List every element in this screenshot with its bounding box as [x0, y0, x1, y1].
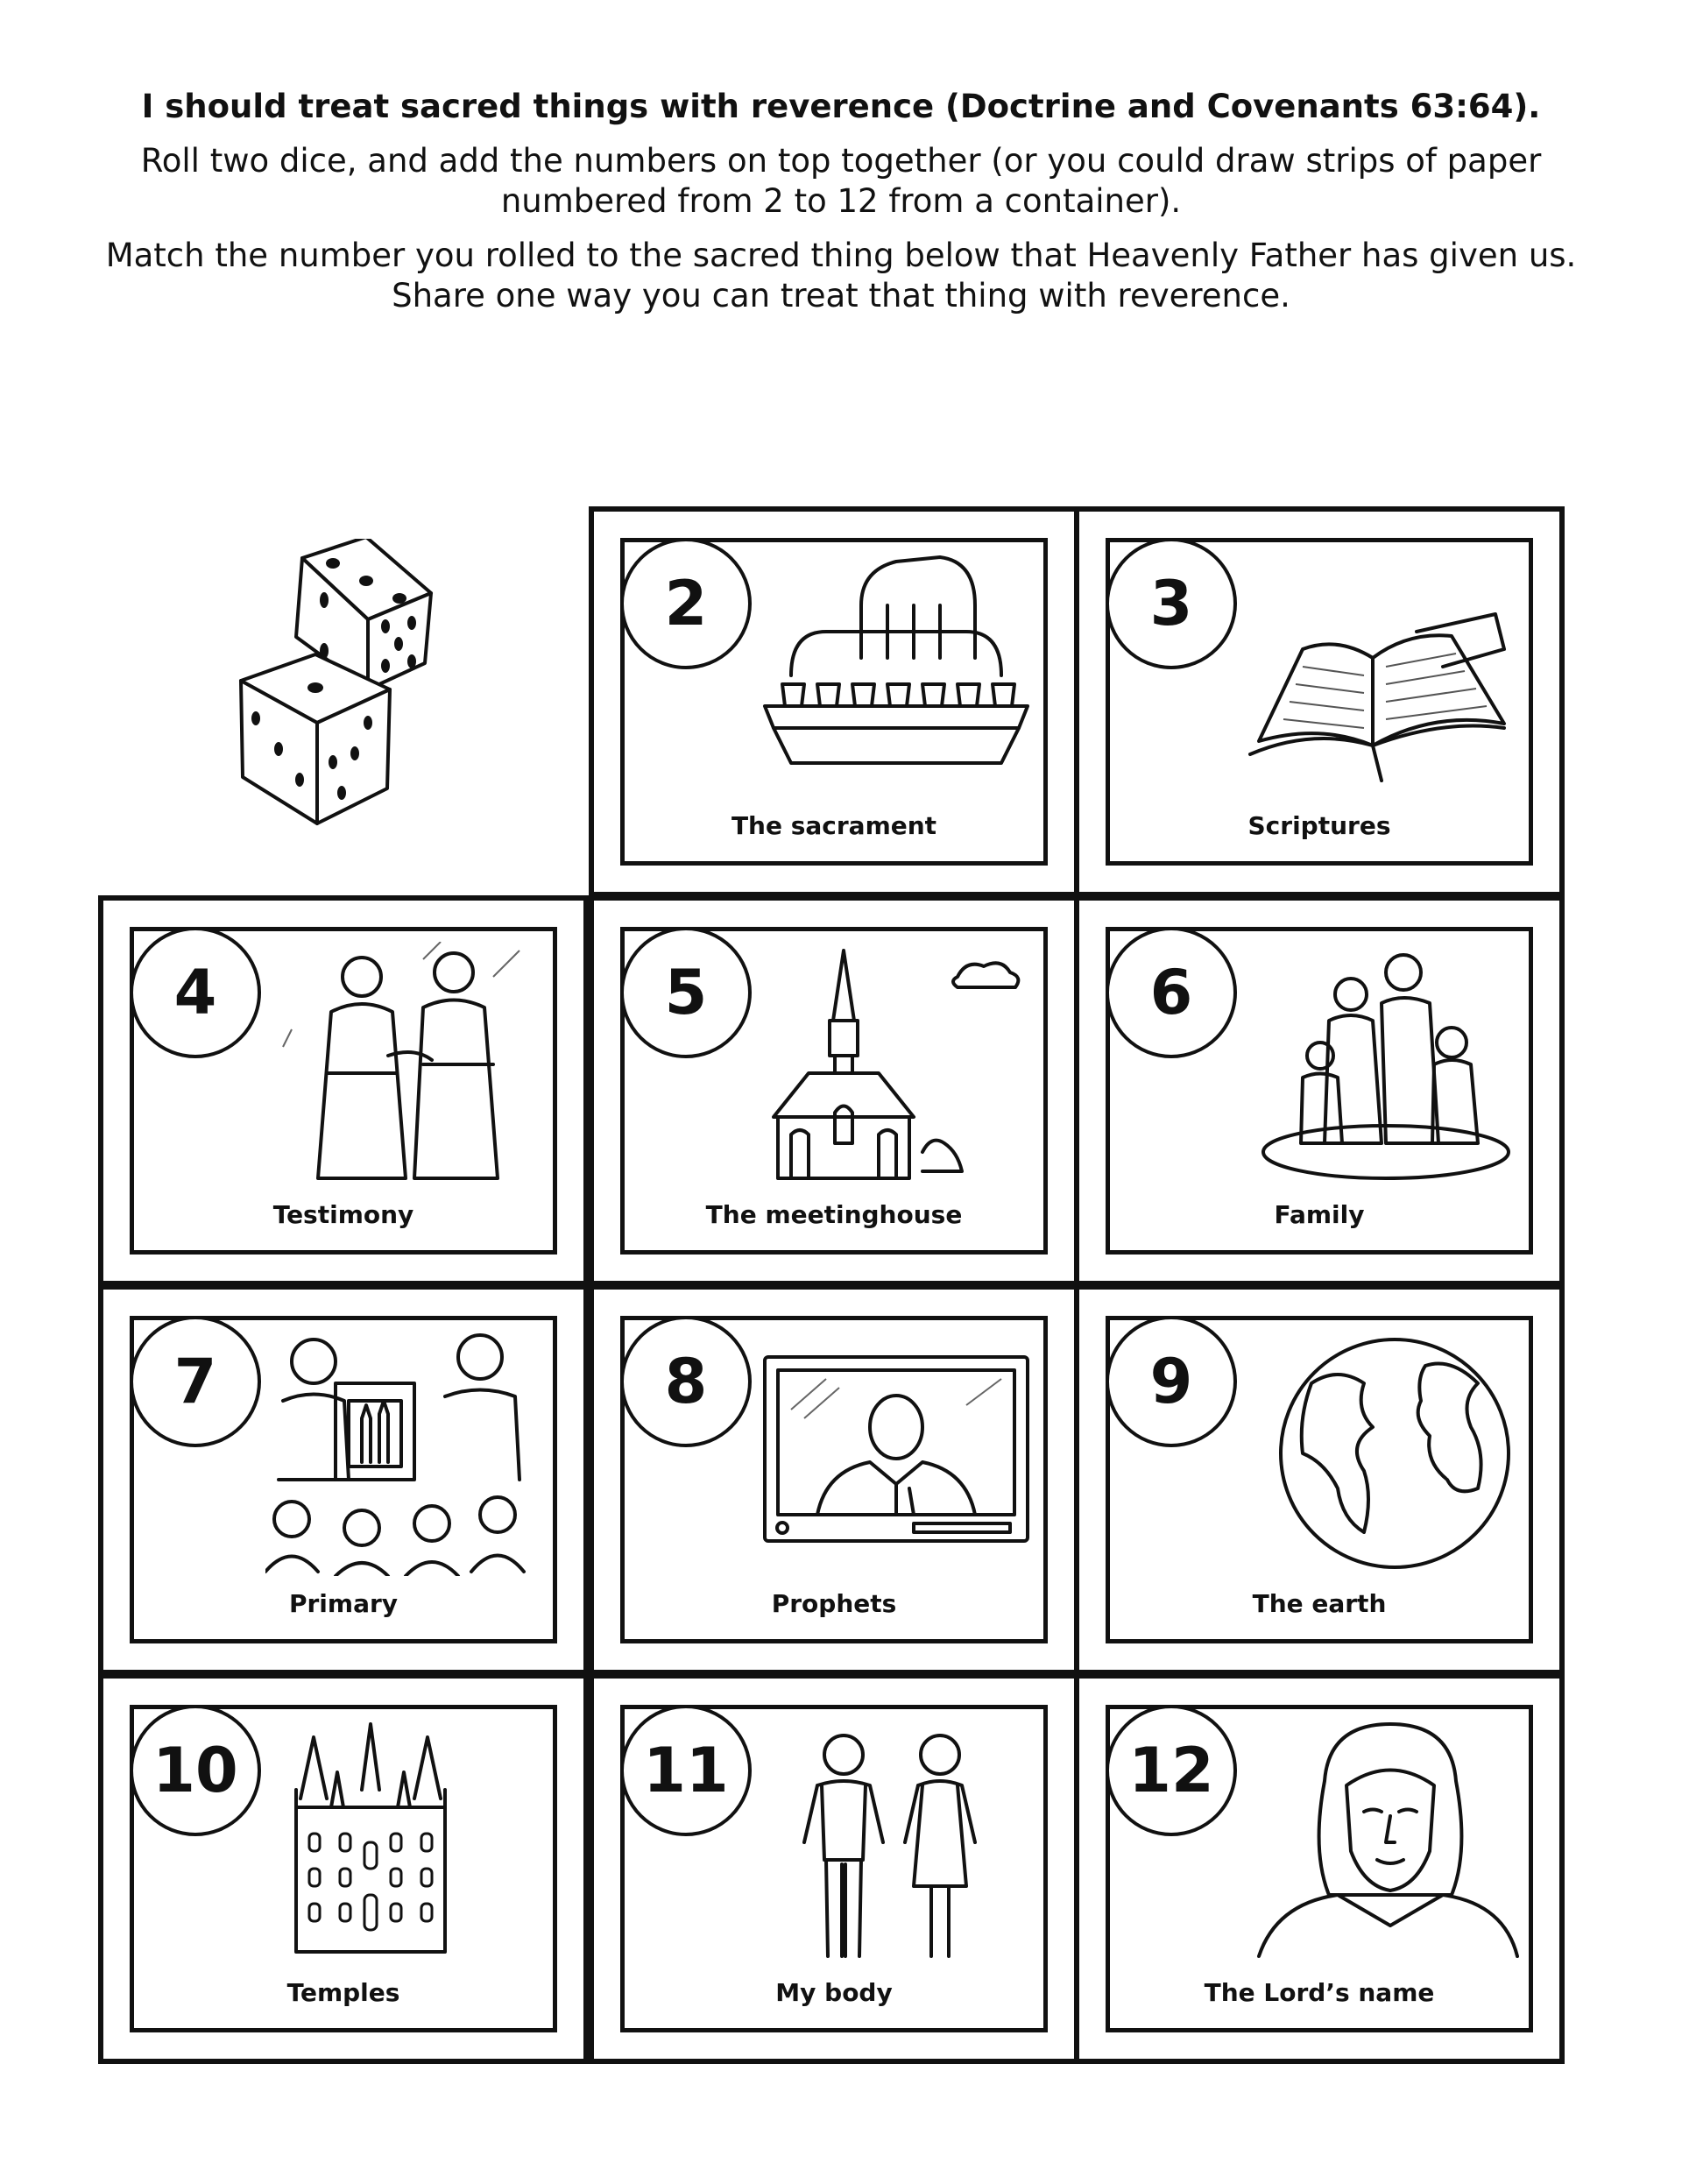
card-label: Prophets — [771, 1589, 897, 1618]
card-cell-10 — [98, 1673, 589, 2064]
dice-icon — [237, 539, 473, 837]
card-temples — [130, 1705, 557, 2032]
number-badge: 3 — [1106, 538, 1237, 669]
card-cell-7 — [98, 1284, 589, 1675]
two-figures-icon — [265, 942, 546, 1187]
card-label: The earth — [1252, 1589, 1387, 1618]
number-badge: 12 — [1106, 1705, 1237, 1836]
instructions-roll-line-2: numbered from 2 to 12 from a container). — [500, 182, 1182, 220]
card-cell-2 — [589, 506, 1079, 897]
card-the-lords-name — [1106, 1705, 1533, 2032]
card-my-body — [620, 1705, 1048, 2032]
card-the-earth — [1106, 1316, 1533, 1643]
card-cell-8 — [589, 1284, 1079, 1675]
number-badge: 2 — [620, 538, 752, 669]
card-cell-4 — [98, 895, 589, 1286]
card-label: Scriptures — [1247, 811, 1391, 840]
card-testimony — [130, 927, 557, 1255]
card-the-sacrament — [620, 538, 1048, 866]
number-badge: 8 — [620, 1316, 752, 1447]
jesus-portrait-icon — [1241, 1720, 1522, 1965]
sacrament-tray-icon — [756, 553, 1036, 798]
card-label: The meetinghouse — [705, 1200, 963, 1229]
card-prophets — [620, 1316, 1048, 1643]
instructions-header — [0, 88, 1682, 330]
card-label: The sacrament — [731, 811, 937, 840]
meetinghouse-icon — [756, 942, 1036, 1187]
number-badge: 9 — [1106, 1316, 1237, 1447]
number-badge: 7 — [130, 1316, 261, 1447]
card-label: Family — [1274, 1200, 1365, 1229]
card-label: Testimony — [272, 1200, 414, 1229]
instructions-roll — [0, 141, 1682, 222]
globe-icon — [1241, 1331, 1522, 1576]
instructions-match — [0, 236, 1682, 316]
number-badge: 4 — [130, 927, 261, 1058]
instructions-roll-line-1: Roll two dice, and add the numbers on top together (or you could draw strips of paper — [140, 142, 1542, 180]
number-badge: 11 — [620, 1705, 752, 1836]
open-book-icon — [1241, 553, 1522, 798]
classroom-icon — [265, 1331, 546, 1576]
boy-girl-icon — [756, 1720, 1036, 1965]
card-cell-9 — [1074, 1284, 1565, 1675]
card-label: The Lord’s name — [1204, 1978, 1435, 2007]
card-cell-6 — [1074, 895, 1565, 1286]
temple-icon — [265, 1720, 546, 1965]
number-badge: 5 — [620, 927, 752, 1058]
card-cell-5 — [589, 895, 1079, 1286]
instructions-match-line-2: Share one way you can treat that thing with reverence. — [392, 277, 1290, 315]
card-label: My body — [775, 1978, 893, 2007]
card-scriptures — [1106, 538, 1533, 866]
card-cell-3 — [1074, 506, 1565, 897]
television-speaker-icon — [756, 1331, 1036, 1576]
card-label: Primary — [288, 1589, 399, 1618]
instructions-match-line-1: Match the number you rolled to the sacred thing below that Heavenly Father has given us. — [105, 237, 1577, 274]
number-badge: 10 — [130, 1705, 261, 1836]
card-label: Temples — [286, 1978, 400, 2007]
page-title: I should treat sacred things with reverence (Doctrine and Covenants 63:64). — [141, 88, 1541, 125]
number-badge: 6 — [1106, 927, 1237, 1058]
card-family — [1106, 927, 1533, 1255]
family-icon — [1241, 942, 1522, 1187]
card-cell-11 — [589, 1673, 1079, 2064]
card-cell-12 — [1074, 1673, 1565, 2064]
card-meetinghouse — [620, 927, 1048, 1255]
card-primary — [130, 1316, 557, 1643]
